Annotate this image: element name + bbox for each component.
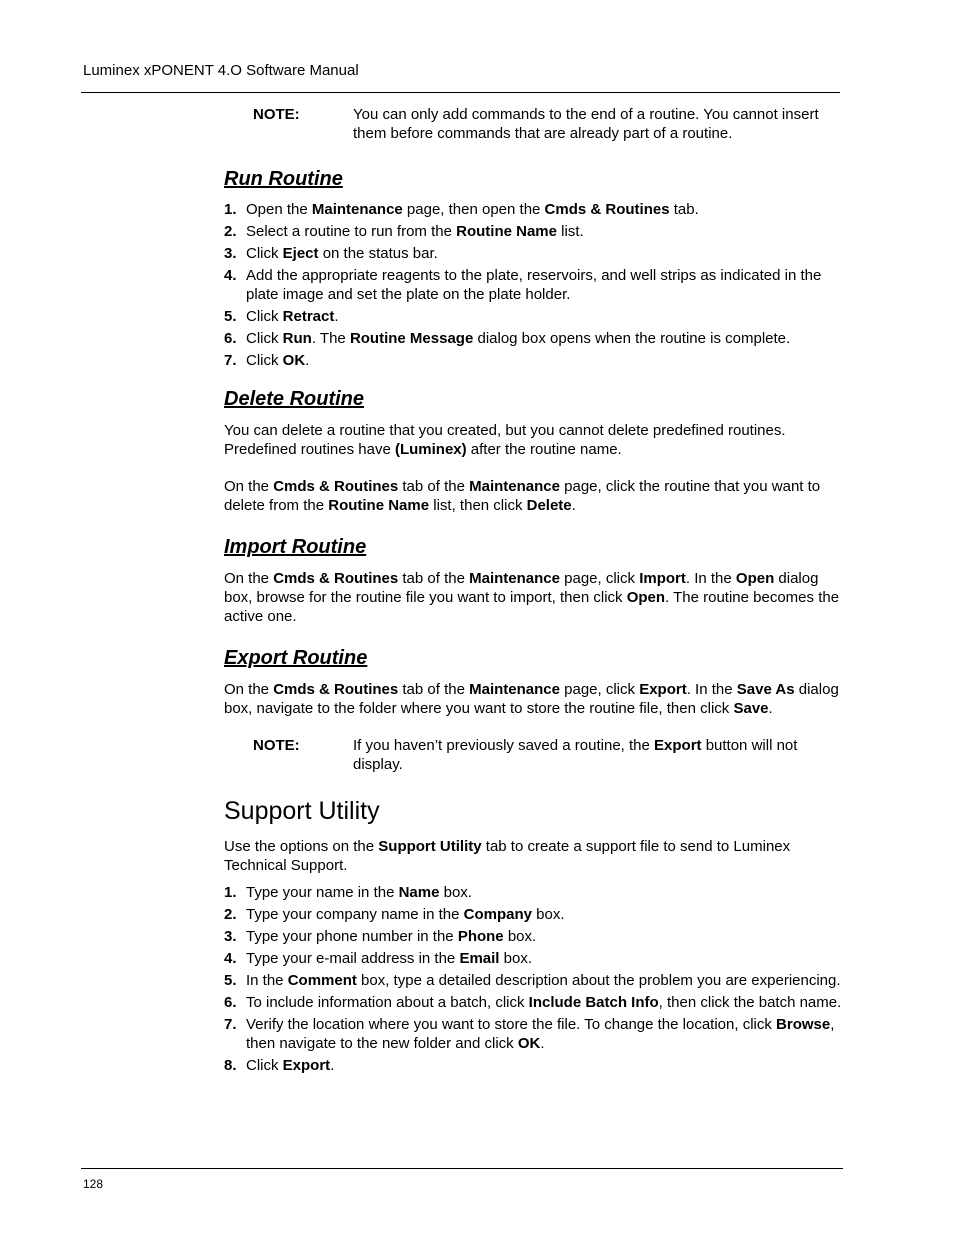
- text-run: , then navigate to the new folder and click: [246, 1016, 835, 1052]
- footer-divider: [81, 1168, 843, 1169]
- list-item: [224, 266, 844, 304]
- list-item: [224, 993, 844, 1012]
- text-run: . The: [311, 330, 350, 347]
- text-run: . In the: [686, 681, 737, 698]
- text-run: tab to create a support file to send to Luminex Technical Support.: [224, 838, 791, 874]
- text-run: tab of the: [398, 478, 470, 495]
- text-run: button will not display.: [353, 737, 798, 773]
- step-number: 7.: [224, 1016, 237, 1033]
- text-run: dialog box opens when the routine is complete.: [473, 330, 791, 347]
- bold-term: Import: [639, 570, 686, 587]
- step-number: 1.: [224, 884, 237, 901]
- text-run: You can only add commands to the end of a routine. You cannot insert them before commands that are already part of a routine.: [353, 106, 819, 142]
- bold-term: Browse: [776, 1016, 831, 1033]
- list-item: [224, 949, 844, 968]
- text-run: on the status bar.: [318, 245, 438, 262]
- step-number: 5.: [224, 972, 237, 989]
- text-run: You can delete a routine that you created, but you cannot delete predefined routines. Predefined routines have: [224, 422, 786, 458]
- bold-term: Cmds & Routines: [273, 681, 399, 698]
- note-text: [353, 736, 823, 774]
- bold-term: Phone: [457, 928, 504, 945]
- text-run: dialog box, navigate to the folder where you want to store the routine file, then click: [224, 681, 839, 717]
- step-text: [246, 329, 844, 348]
- list-item: [224, 222, 844, 241]
- text-run: tab of the: [398, 681, 470, 698]
- text-run: On the: [224, 681, 274, 698]
- bold-term: Save: [733, 700, 769, 717]
- text-run: Type your name in the: [246, 884, 399, 901]
- list-item: [224, 244, 844, 263]
- text-run: list, then click: [429, 497, 527, 514]
- list-item: [224, 307, 844, 326]
- bold-term: Export: [639, 681, 687, 698]
- bold-term: Comment: [287, 972, 357, 989]
- text-run: Click: [246, 1057, 283, 1074]
- page-body: [224, 105, 844, 1078]
- list-item: [224, 971, 844, 990]
- section-heading-delete-routine: Delete Routine: [224, 388, 365, 410]
- list-item: [224, 927, 844, 946]
- section-heading-export-routine: Export Routine: [224, 647, 368, 669]
- text-run: To include information about a batch, click: [246, 994, 529, 1011]
- note-label: NOTE:: [253, 737, 300, 754]
- section-heading-run-routine: Run Routine: [224, 168, 343, 190]
- text-run: Type your e-mail address in the: [246, 950, 460, 967]
- bold-term: Run: [282, 330, 312, 347]
- bold-term: Support Utility: [378, 838, 482, 855]
- page-number: 128: [83, 1177, 104, 1191]
- list-item: [224, 351, 844, 370]
- text-run: .: [330, 1057, 335, 1074]
- text-run: box, type a detailed description about the problem you are experiencing.: [356, 972, 841, 989]
- text-run: Click: [246, 308, 283, 325]
- step-text: [246, 307, 844, 326]
- step-text: [246, 351, 844, 370]
- list-item: [224, 1015, 844, 1053]
- text-run: page, click: [559, 570, 640, 587]
- bold-term: Cmds & Routines: [544, 201, 670, 218]
- step-text: [246, 1015, 844, 1053]
- bold-term: OK: [517, 1035, 541, 1052]
- text-run: Add the appropriate reagents to the plate, reservoirs, and well strips as indicated in the plate image and set the plate on the plate holder.: [246, 267, 822, 303]
- step-number: 6.: [224, 330, 237, 347]
- bold-term: OK: [282, 352, 306, 369]
- text-run: list.: [556, 223, 584, 240]
- bold-term: Open: [626, 589, 666, 606]
- bold-term: Routine Name: [456, 223, 557, 240]
- note-box: [253, 736, 823, 774]
- section-heading-import-routine: Import Routine: [224, 536, 367, 558]
- text-run: after the routine name.: [466, 441, 622, 458]
- bold-term: Routine Message: [349, 330, 474, 347]
- bold-term: Export: [282, 1057, 331, 1074]
- text-run: In the: [246, 972, 288, 989]
- bold-term: Open: [735, 570, 775, 587]
- step-number: 5.: [224, 308, 237, 325]
- text-run: .: [305, 352, 310, 369]
- text-run: Open the: [246, 201, 312, 218]
- bold-term: Save As: [736, 681, 795, 698]
- bold-term: Cmds & Routines: [273, 570, 399, 587]
- bold-term: Maintenance: [469, 570, 560, 587]
- text-run: On the: [224, 478, 274, 495]
- paragraph: [224, 477, 844, 515]
- step-text: [246, 200, 844, 219]
- step-text: [246, 266, 844, 304]
- list-item: [224, 1056, 844, 1075]
- text-run: Select a routine to run from the: [246, 223, 457, 240]
- paragraph: [224, 421, 844, 459]
- note-label: NOTE:: [253, 106, 300, 123]
- text-run: Type your company name in the: [246, 906, 464, 923]
- text-run: box.: [503, 928, 537, 945]
- step-number: 4.: [224, 267, 237, 284]
- step-text: [246, 927, 844, 946]
- text-run: . In the: [685, 570, 736, 587]
- text-run: Use the options on the: [224, 838, 379, 855]
- bold-term: Eject: [282, 245, 319, 262]
- step-text: [246, 949, 844, 968]
- bold-term: Maintenance: [469, 681, 560, 698]
- list-item: [224, 200, 844, 219]
- step-number: 7.: [224, 352, 237, 369]
- text-run: page, click: [559, 681, 640, 698]
- step-number: 1.: [224, 201, 237, 218]
- list-item: [224, 905, 844, 924]
- step-text: [246, 244, 844, 263]
- text-run: box.: [531, 906, 565, 923]
- paragraph: [224, 837, 844, 875]
- step-text: [246, 883, 844, 902]
- support-utility-steps: [224, 883, 844, 1075]
- chapter-heading-support-utility: Support Utility: [224, 797, 380, 825]
- text-run: box.: [439, 884, 472, 901]
- run-routine-steps: [224, 200, 844, 370]
- bold-term: Delete: [526, 497, 572, 514]
- text-run: , then click the batch name.: [658, 994, 842, 1011]
- text-run: .: [540, 1035, 545, 1052]
- bold-term: Routine Name: [328, 497, 430, 514]
- step-number: 8.: [224, 1057, 237, 1074]
- bold-term: (Luminex): [394, 441, 467, 458]
- text-run: Click: [246, 330, 283, 347]
- text-run: dialog box, browse for the routine file you want to import, then click: [224, 570, 819, 606]
- step-number: 4.: [224, 950, 237, 967]
- text-run: Click: [246, 352, 283, 369]
- paragraph: [224, 569, 844, 626]
- bold-term: Include Batch Info: [528, 994, 659, 1011]
- text-run: On the: [224, 570, 274, 587]
- note-box: [253, 105, 823, 143]
- text-run: tab of the: [398, 570, 470, 587]
- step-number: 2.: [224, 223, 237, 240]
- step-number: 3.: [224, 245, 237, 262]
- text-run: Click: [246, 245, 283, 262]
- bold-term: Retract: [282, 308, 335, 325]
- step-text: [246, 1056, 844, 1075]
- step-text: [246, 222, 844, 241]
- bold-term: Name: [398, 884, 440, 901]
- step-text: [246, 993, 844, 1012]
- paragraph: [224, 680, 844, 718]
- step-text: [246, 905, 844, 924]
- bold-term: Cmds & Routines: [273, 478, 399, 495]
- text-run: Verify the location where you want to store the file. To change the location, click: [246, 1016, 777, 1033]
- text-run: page, then open the: [402, 201, 545, 218]
- bold-term: Maintenance: [311, 201, 403, 218]
- bold-term: Company: [463, 906, 532, 923]
- text-run: If you haven’t previously saved a routine, the: [353, 737, 655, 754]
- step-number: 3.: [224, 928, 237, 945]
- bold-term: Maintenance: [469, 478, 560, 495]
- text-run: box.: [499, 950, 532, 967]
- bold-term: Email: [459, 950, 500, 967]
- step-number: 6.: [224, 994, 237, 1011]
- text-run: .: [768, 700, 773, 717]
- list-item: [224, 329, 844, 348]
- note-text: [353, 105, 823, 143]
- step-text: [246, 971, 844, 990]
- text-run: .: [334, 308, 339, 325]
- list-item: [224, 883, 844, 902]
- running-header: Luminex xPONENT 4.O Software Manual: [83, 62, 359, 79]
- header-divider: [81, 92, 840, 93]
- step-number: 2.: [224, 906, 237, 923]
- bold-term: Export: [654, 737, 702, 754]
- text-run: .: [571, 497, 576, 514]
- text-run: page, click the routine that you want to delete from the: [224, 478, 821, 514]
- text-run: tab.: [669, 201, 699, 218]
- text-run: . The routine becomes the active one.: [224, 589, 840, 625]
- text-run: Type your phone number in the: [246, 928, 458, 945]
